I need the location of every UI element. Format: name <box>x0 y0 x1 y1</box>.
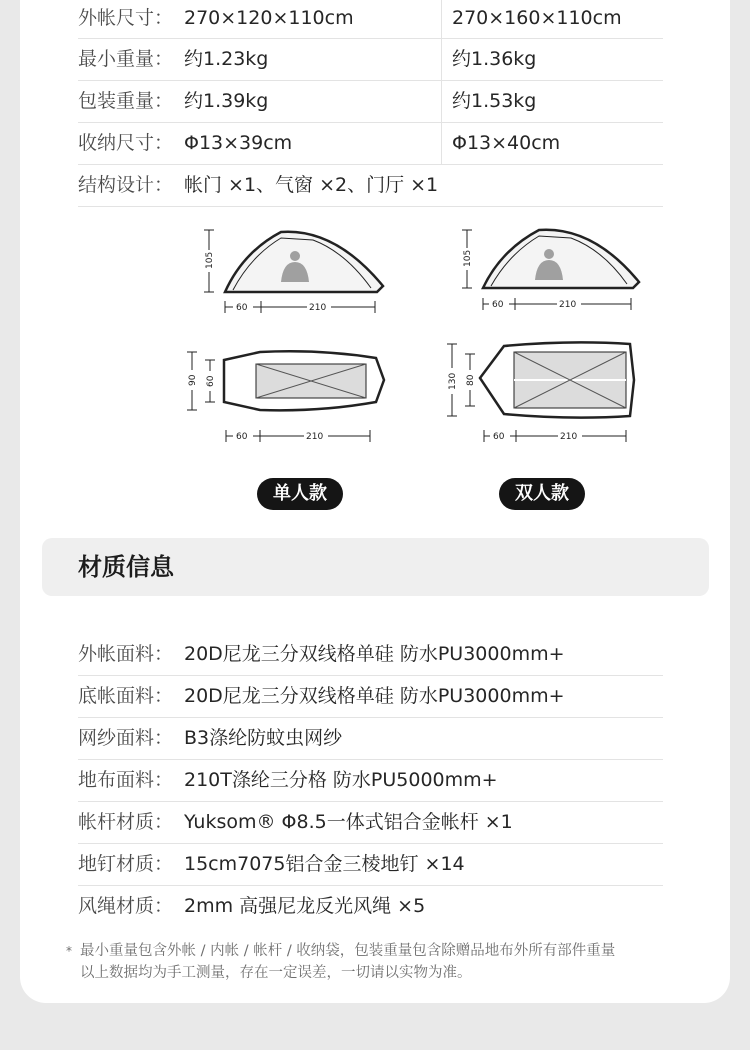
spec-label: 结构设计： <box>78 174 174 196</box>
material-label: 网纱面料： <box>78 727 174 749</box>
spec-label: 外帐尺寸： <box>78 7 174 29</box>
material-value: 2mm 高强尼龙反光风绳 ×5 <box>184 895 426 917</box>
double-tent-side-diagram <box>455 222 655 326</box>
spec-value-structure: 帐门 ×1、气窗 ×2、门厅 ×1 <box>184 174 439 196</box>
material-value: 20D尼龙三分双线格单硅 防水PU3000mm+ <box>184 643 565 665</box>
footnote-star: * <box>66 944 72 958</box>
spec-label: 收纳尺寸： <box>78 132 174 154</box>
footnote <box>66 940 716 984</box>
vestibule-label: 60 <box>493 432 505 442</box>
outer-width-label: 90 <box>188 374 198 386</box>
vestibule-label: 60 <box>492 300 504 310</box>
length-label: 210 <box>559 300 577 310</box>
single-model-badge: 单人款 <box>257 478 343 510</box>
spec-value-double: 270×160×110cm <box>452 7 622 29</box>
column-divider <box>441 0 442 164</box>
single-tent-side-diagram <box>195 222 395 326</box>
vestibule-label: 60 <box>236 303 248 313</box>
material-value: 20D尼龙三分双线格单硅 防水PU3000mm+ <box>184 685 565 707</box>
spec-value-single: Φ13×39cm <box>184 132 293 154</box>
double-tent-top-diagram <box>440 338 650 454</box>
material-label: 外帐面料： <box>78 643 174 665</box>
spec-value-single: 约1.23kg <box>184 48 269 70</box>
outer-width-label: 130 <box>448 372 458 390</box>
material-label: 地布面料： <box>78 769 174 791</box>
inner-width-label: 60 <box>206 375 216 387</box>
spec-value-double: Φ13×40cm <box>452 132 561 154</box>
person-head <box>290 251 300 261</box>
spec-label: 最小重量： <box>78 48 174 70</box>
footnote-line-2: 以上数据均为手工测量，存在一定误差，一切请以实物为准。 <box>80 965 472 981</box>
material-value: B3涤纶防蚊虫网纱 <box>184 727 343 749</box>
inner-width-label: 80 <box>466 374 476 386</box>
footnote-line-1: 最小重量包含外帐 / 内帐 / 帐杆 / 收纳袋，包装重量包含除赠品地布外所有部件重量 <box>80 943 616 959</box>
person-head <box>544 249 554 259</box>
height-label: 105 <box>463 249 473 267</box>
material-label: 底帐面料： <box>78 685 174 707</box>
material-label: 风绳材质： <box>78 895 174 917</box>
divider <box>78 206 663 207</box>
material-label: 地钉材质： <box>78 853 174 875</box>
material-value: Yuksom® Φ8.5一体式铝合金帐杆 ×1 <box>184 811 513 833</box>
length-label: 210 <box>306 432 324 442</box>
spec-value-single: 约1.39kg <box>184 90 269 112</box>
length-label: 210 <box>309 303 327 313</box>
material-label: 帐杆材质： <box>78 811 174 833</box>
section-title: 材质信息 <box>78 553 174 581</box>
double-model-badge: 双人款 <box>499 478 585 510</box>
material-value: 210T涤纶三分格 防水PU5000mm+ <box>184 769 498 791</box>
spec-label: 包装重量： <box>78 90 174 112</box>
vestibule-label: 60 <box>236 432 248 442</box>
height-label: 105 <box>205 251 215 269</box>
spec-value-double: 约1.53kg <box>452 90 537 112</box>
materials-section-header <box>42 538 709 596</box>
spec-value-double: 约1.36kg <box>452 48 537 70</box>
length-label: 210 <box>560 432 578 442</box>
spec-value-single: 270×120×110cm <box>184 7 354 29</box>
single-tent-top-diagram <box>180 340 390 456</box>
material-value: 15cm7075铝合金三棱地钉 ×14 <box>184 853 465 875</box>
